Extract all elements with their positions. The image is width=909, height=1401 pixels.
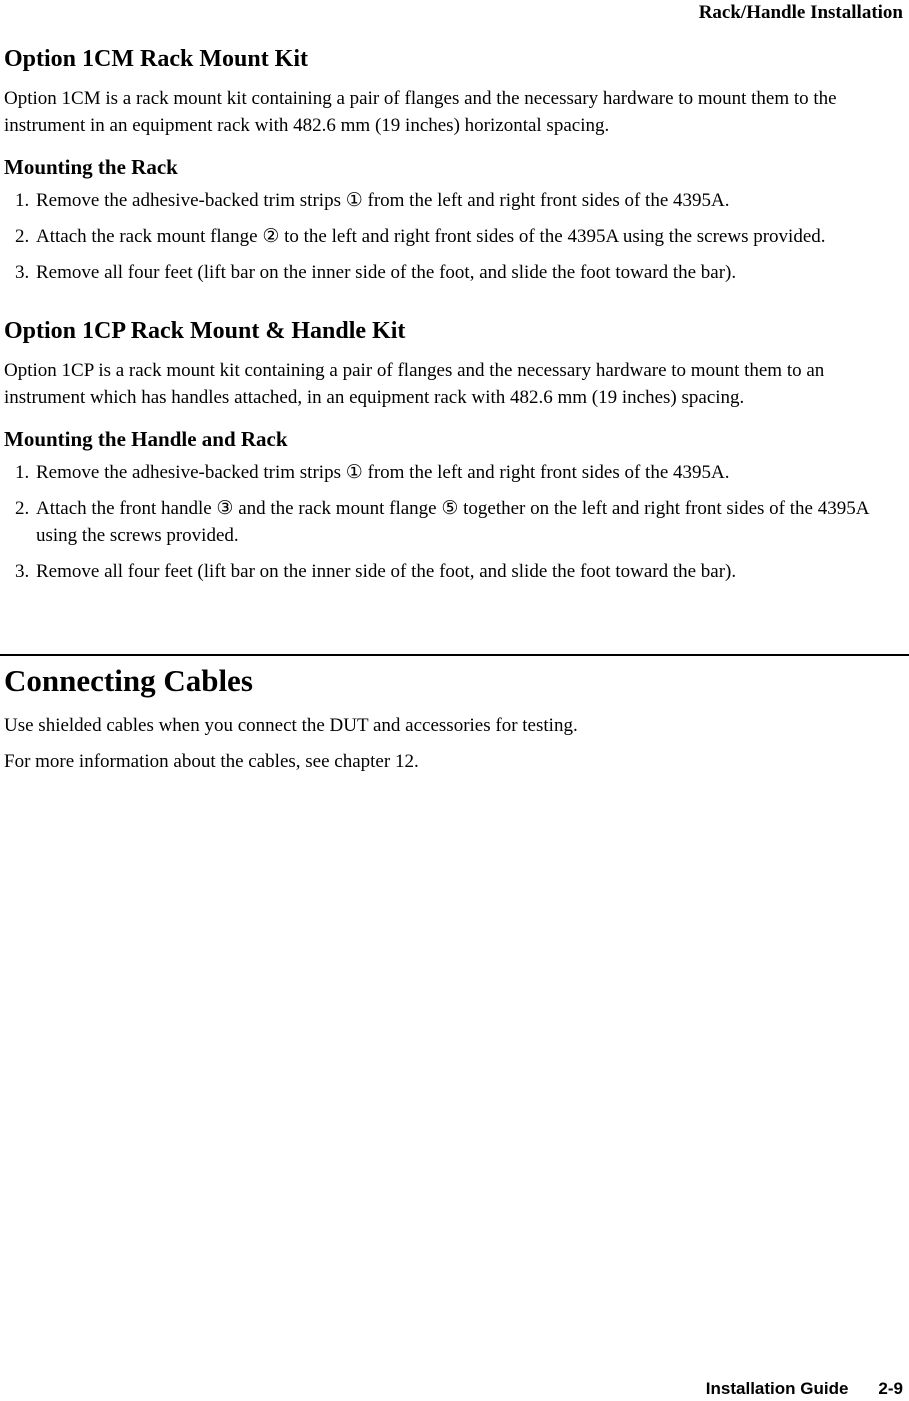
connecting-cables-paragraph: For more information about the cables, see chapter 12. [4, 751, 419, 772]
section-intro-option-1cm: Option 1CM is a rack mount kit containing a pair of flanges and the necessary hardware to mount them to the instrument in an equipment rack with 482.6 mm (19 inches) horizontal spacing. [4, 88, 837, 136]
section-intro-option-1cp: Option 1CP is a rack mount kit containing a pair of flanges and the necessary hardware to mount them to an instrument which has handles attached, in an equipment rack with 482.6 mm (19 inches) spacing. [4, 360, 825, 408]
step-item: 3. Remove all four feet (lift bar on the inner side of the foot, and slide the foot toward the bar). [34, 558, 903, 585]
steps-mounting-handle-and-rack [4, 459, 903, 585]
section-title-connecting-cables: Connecting Cables [4, 663, 253, 698]
steps-mounting-rack [4, 187, 903, 286]
section-title-option-1cp: Option 1CP Rack Mount & Handle Kit [4, 318, 406, 344]
step-item: 3. Remove all four feet (lift bar on the inner side of the foot, and slide the foot toward the bar). [34, 259, 903, 286]
section-option-1cp [4, 316, 903, 585]
footer-page-number: 2-9 [878, 1379, 903, 1398]
section-option-1cm [4, 44, 903, 286]
step-item: 2. Attach the front handle ③ and the rack mount flange ⑤ together on the left and right front sides of the 4395A using the screws provided. [34, 495, 903, 549]
running-header: Rack/Handle Installation [698, 2, 903, 23]
section-title-option-1cm: Option 1CM Rack Mount Kit [4, 46, 309, 72]
footer-guide-title: Installation Guide [705, 1379, 849, 1398]
section-connecting-cables [4, 662, 903, 775]
page-footer [706, 1380, 903, 1398]
subsection-title-mounting-rack: Mounting the Rack [4, 155, 178, 179]
step-item: 2. Attach the rack mount flange ② to the left and right front sides of the 4395A using the screws provided. [34, 223, 903, 250]
step-item: 1. Remove the adhesive-backed trim strips ① from the left and right front sides of the 4395A. [34, 459, 903, 486]
subsection-title-mounting-handle-and-rack: Mounting the Handle and Rack [4, 427, 288, 451]
step-item: 1. Remove the adhesive-backed trim strips ① from the left and right front sides of the 4395A. [34, 187, 903, 214]
connecting-cables-paragraph: Use shielded cables when you connect the DUT and accessories for testing. [4, 715, 578, 736]
section-divider-rule [0, 654, 909, 656]
